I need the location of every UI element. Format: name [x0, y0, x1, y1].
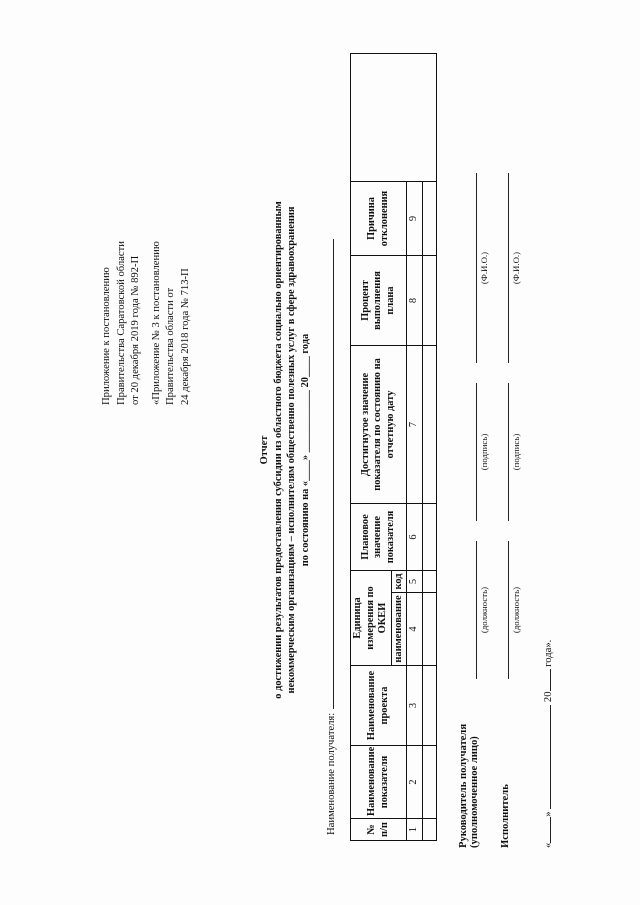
- head-label-line2: (уполномоченное лицо): [469, 736, 480, 848]
- date-year-prefix: 20: [543, 691, 554, 703]
- table-cell[interactable]: [422, 666, 436, 746]
- executor-fio-field[interactable]: [508, 173, 509, 363]
- recipient-field[interactable]: [322, 239, 334, 709]
- column-number: 6: [407, 504, 423, 571]
- header-line: 24 декабря 2018 года № 713-П: [179, 268, 191, 405]
- column-number: 9: [407, 182, 423, 256]
- column-number: 1: [407, 819, 423, 841]
- position-caption: (должность): [511, 586, 521, 634]
- signature-caption: (подпись): [479, 433, 489, 471]
- col-header-achieved: Достигнутое значение показателя по состоянию на отчетную дату: [351, 346, 407, 504]
- fio-caption: (Ф.И.О.): [511, 251, 521, 285]
- header-line: «Приложение № 3 к постановлению: [150, 241, 162, 405]
- column-number: 2: [407, 746, 423, 819]
- header-line: Приложение к постановлению: [101, 267, 112, 405]
- table-cell[interactable]: [422, 746, 436, 819]
- report-heading: Отчет: [259, 435, 270, 465]
- recipient-label: Наименование получателя:: [326, 712, 337, 835]
- table-cell[interactable]: [422, 571, 436, 593]
- fio-caption: (Ф.И.О.): [479, 251, 489, 285]
- table-cell[interactable]: [422, 819, 436, 841]
- col-header-unit-name: наименование: [391, 593, 407, 666]
- table-cell[interactable]: [422, 504, 436, 571]
- col-header-unit-code: код: [391, 571, 407, 593]
- executor-label: Исполнитель: [500, 784, 511, 848]
- column-number: 3: [407, 666, 423, 746]
- table-header-row: [351, 54, 392, 841]
- col-header-indicator: Наименование показателя: [351, 746, 407, 819]
- recipient-row: [322, 75, 337, 835]
- date-open-quote: «: [543, 842, 554, 848]
- head-position-field[interactable]: [476, 541, 477, 679]
- date-line: [540, 640, 554, 848]
- col-header-reason: Причина отклонения: [351, 182, 407, 256]
- table-cell[interactable]: [422, 593, 436, 666]
- report-table: [350, 53, 437, 841]
- signature-caption: (подпись): [511, 433, 521, 471]
- appendix-header: [100, 105, 193, 405]
- table-cell[interactable]: [422, 346, 436, 504]
- column-number: 4: [407, 593, 423, 666]
- col-header-num: № п/п: [351, 819, 407, 841]
- executor-position-field[interactable]: [508, 541, 509, 679]
- col-header-project: Наименование проекта: [351, 666, 407, 746]
- column-number: 5: [407, 571, 423, 593]
- header-line: от 20 декабря 2019 года № 892-П: [130, 255, 141, 405]
- executor-signature-field[interactable]: [508, 383, 509, 521]
- report-title: [258, 145, 312, 755]
- table-cell[interactable]: [422, 256, 436, 346]
- title-date-line: по состоянию на «____» ____________ 20____ года: [299, 333, 311, 567]
- date-month-field[interactable]: [540, 705, 551, 809]
- date-suffix: года».: [543, 639, 554, 667]
- head-signature-field[interactable]: [476, 383, 477, 521]
- date-year-field[interactable]: [540, 670, 551, 692]
- col-header-percent: Процент выполнения плана: [351, 256, 407, 346]
- col-header-planned: Плановое значение показателя: [351, 504, 407, 571]
- column-number: 8: [407, 256, 423, 346]
- position-caption: (должность): [479, 586, 489, 634]
- title-line: некоммерческим организациям – исполнителям общественно полезных услуг в сфере здравоохранения: [286, 206, 297, 694]
- head-label-line1: Руководитель получателя: [458, 723, 469, 848]
- date-close-quote: »: [543, 811, 554, 817]
- title-line: о достижении результатов предоставления субсидии из областного бюджета социально ориентированным: [272, 201, 284, 699]
- date-day-field[interactable]: [540, 817, 551, 843]
- extra-column: [351, 54, 437, 182]
- column-number: 7: [407, 346, 423, 504]
- col-header-unit: Единица измерения по ОКЕИ: [351, 571, 392, 666]
- header-line: Правительства области от: [165, 287, 176, 405]
- head-fio-field[interactable]: [476, 173, 477, 363]
- table-cell[interactable]: [422, 182, 436, 256]
- header-line: Правительства Саратовской области: [115, 241, 127, 405]
- head-label: [458, 724, 480, 848]
